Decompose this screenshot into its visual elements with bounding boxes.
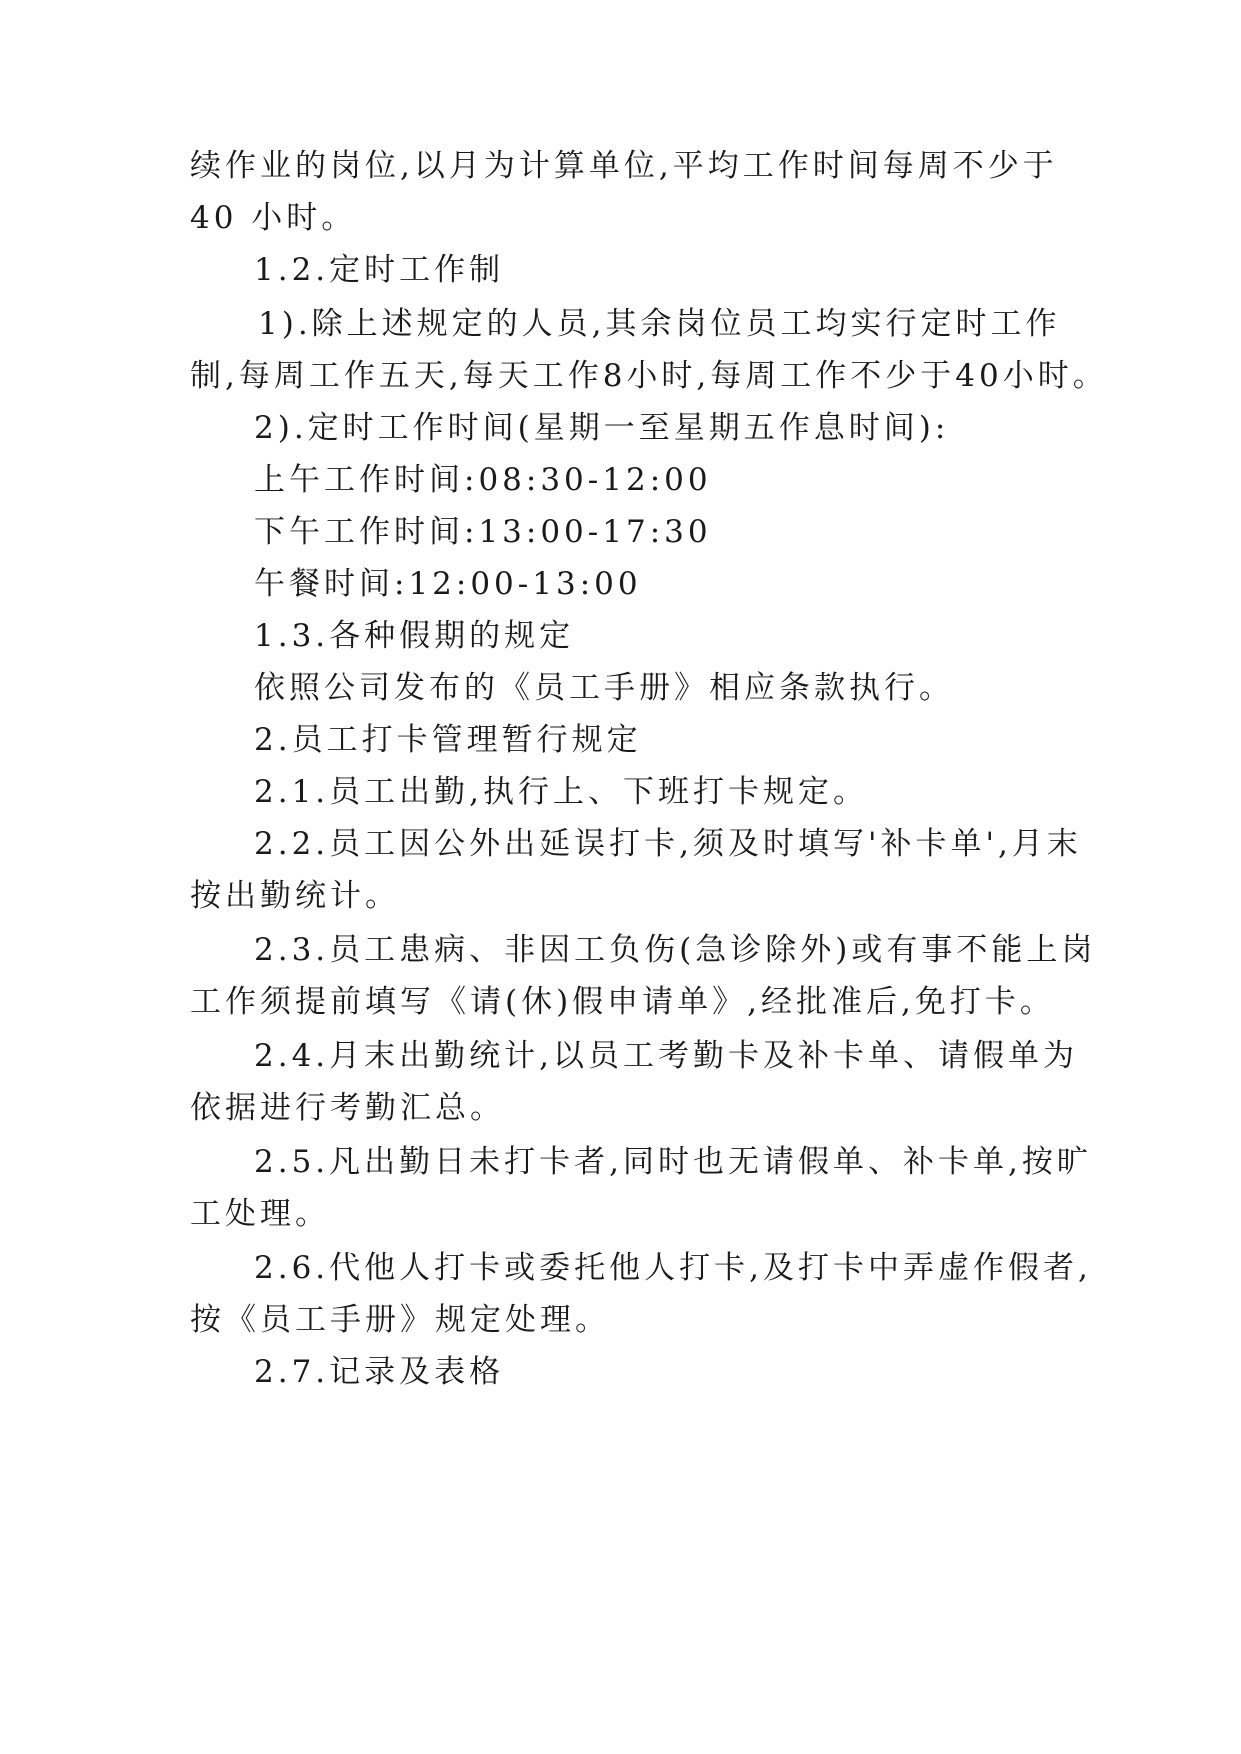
paragraph-line: 2).定时工作时间(星期一至星期五作息时间): <box>254 410 950 446</box>
paragraph-line: 依据进行考勤汇总。 <box>190 1090 505 1126</box>
paragraph-line: 制,每周工作五天,每天工作8小时,每周工作不少于40小时。 <box>190 358 1108 394</box>
section-heading: 2.员工打卡管理暂行规定 <box>254 722 642 758</box>
paragraph-line: 续作业的岗位,以月为计算单位,平均工作时间每周不少于 <box>190 148 1058 184</box>
section-heading: 2.7.记录及表格 <box>254 1354 505 1390</box>
paragraph-line: 40 小时。 <box>190 200 357 236</box>
paragraph-line: 按出勤统计。 <box>190 878 400 914</box>
section-heading: 1.2.定时工作制 <box>254 252 505 288</box>
section-heading: 1.3.各种假期的规定 <box>254 618 575 654</box>
paragraph-line: 午餐时间:12:00-13:00 <box>254 566 642 602</box>
paragraph-line: 下午工作时间:13:00-17:30 <box>254 514 712 550</box>
paragraph-line: 工作须提前填写《请(休)假申请单》,经批准后,免打卡。 <box>190 984 1055 1020</box>
paragraph-line: 上午工作时间:08:30-12:00 <box>254 462 712 498</box>
paragraph-line: 工处理。 <box>190 1196 330 1232</box>
paragraph-line: 2.4.月末出勤统计,以员工考勤卡及补卡单、请假单为 <box>254 1038 1079 1074</box>
paragraph-line: 2.1.员工出勤,执行上、下班打卡规定。 <box>254 774 869 810</box>
paragraph-line: 2.2.员工因公外出延误打卡,须及时填写'补卡单',月末 <box>254 826 1082 862</box>
paragraph-line: 2.5.凡出勤日未打卡者,同时也无请假单、补卡单,按旷 <box>254 1144 1092 1180</box>
paragraph-line: 依照公司发布的《员工手册》相应条款执行。 <box>254 670 954 706</box>
paragraph-line: 1).除上述规定的人员,其余岗位员工均实行定时工作 <box>258 306 1061 342</box>
paragraph-line: 2.3.员工患病、非因工负伤(急诊除外)或有事不能上岗 <box>254 932 1097 968</box>
paragraph-line: 按《员工手册》规定处理。 <box>190 1302 610 1338</box>
paragraph-line: 2.6.代他人打卡或委托他人打卡,及打卡中弄虚作假者, <box>254 1250 1092 1286</box>
